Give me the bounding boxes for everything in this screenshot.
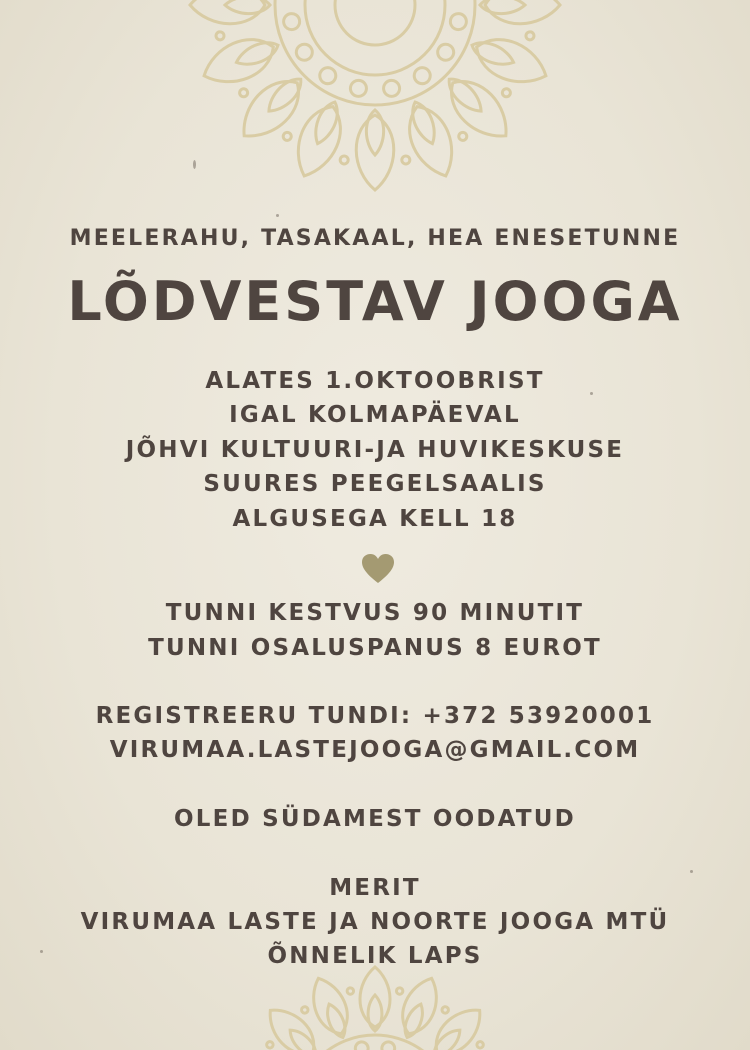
- schedule-line: IGAL KOLMAPÄEVAL: [229, 402, 521, 428]
- price-text: TUNNI OSALUSPANUS 8 EUROT: [148, 635, 602, 661]
- schedule-line: ALGUSEGA KELL 18: [232, 506, 518, 532]
- mandala-bottom-ornament: [165, 955, 585, 1050]
- registration-email[interactable]: VIRUMAA.LASTEJOOGA@GMAIL.COM: [109, 737, 641, 763]
- registration-phone: REGISTREERU TUNDI: +372 53920001: [95, 703, 655, 729]
- signature-name: MERIT: [329, 875, 421, 901]
- schedule-line: ALATES 1.OKTOOBRIST: [205, 368, 545, 394]
- duration-text: TUNNI KESTVUS 90 MINUTIT: [165, 600, 585, 626]
- paper-speck: [690, 870, 693, 873]
- paper-speck: [276, 214, 279, 217]
- organization-name: VIRUMAA LASTE JA NOORTE JOOGA MTÜ: [80, 909, 670, 935]
- mandala-top-ornament: [125, 0, 625, 200]
- schedule-line: JÕHVI KULTUURI-JA HUVIKESKUSE: [125, 437, 625, 463]
- schedule-line: SUURES PEEGELSAALIS: [203, 471, 547, 497]
- welcome-text: OLED SÜDAMEST OODATUD: [174, 806, 576, 832]
- tagline: MEELERAHU, TASAKAAL, HEA ENESETUNNE: [69, 226, 681, 251]
- heart-icon: [361, 553, 395, 585]
- page-title: LÕDVESTAV JOOGA: [67, 270, 683, 333]
- organization-subtitle: ÕNNELIK LAPS: [267, 943, 483, 969]
